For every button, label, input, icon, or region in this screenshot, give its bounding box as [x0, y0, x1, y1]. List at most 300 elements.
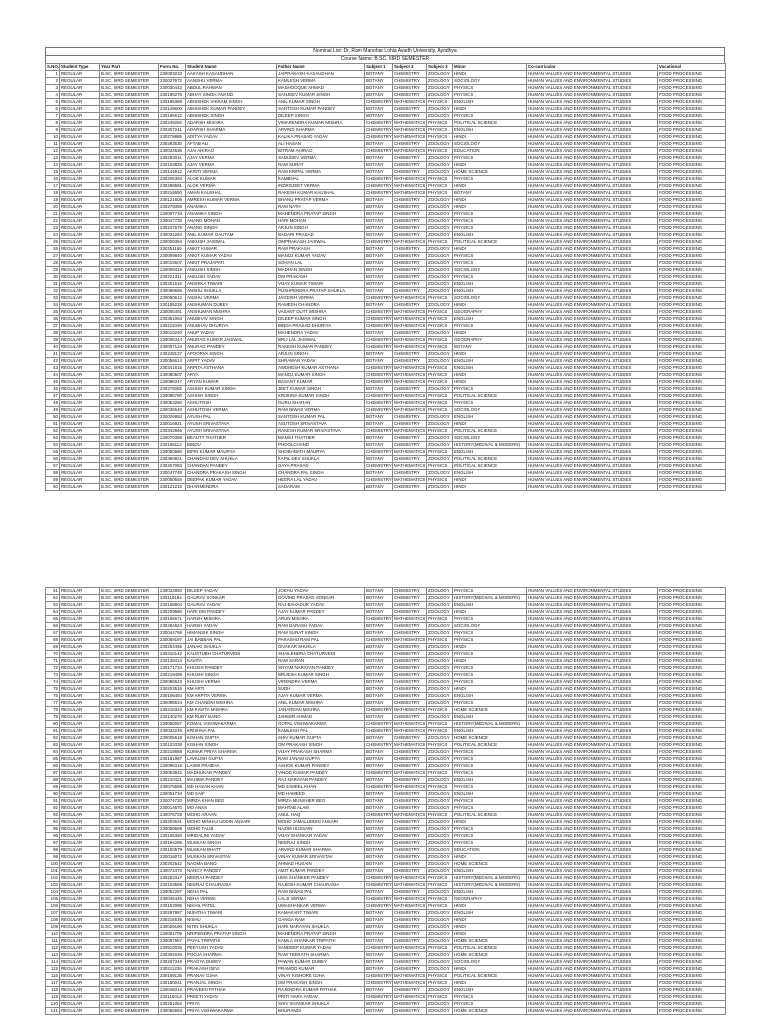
table-cell: LALJI VERMA: [277, 896, 365, 903]
table-cell: CHEMISTRY: [393, 693, 427, 700]
table-cell: FOOD PROCESSING: [658, 931, 726, 938]
table-row: [46, 959, 726, 966]
table-cell: BOTANY: [365, 798, 393, 805]
table-cell: PHYSICS: [427, 637, 453, 644]
table-cell: HUMAN VALUES AND ENVIRONMENTAL STUDIES: [527, 211, 658, 218]
table-cell: B.SC. IIIRD SEMESTER: [100, 1008, 159, 1015]
table-cell: HOME SCIENCE: [453, 1008, 527, 1015]
table-cell: PHYSICS: [427, 190, 453, 197]
table-cell: CHEMISTRY: [393, 386, 427, 393]
table-cell: ANSHUMAN DUBEY: [186, 302, 277, 309]
table-cell: 109: [46, 924, 60, 931]
table-cell: HUMAN VALUES AND ENVIRONMENTAL STUDIES: [527, 826, 658, 833]
table-cell: VINAY KISHORE OJHA: [277, 973, 365, 980]
table-cell: ZOOLOGY: [427, 805, 453, 812]
table-cell: REGULAR: [60, 938, 100, 945]
table-cell: PHYSICS: [427, 882, 453, 889]
table-cell: PHYSICS: [453, 994, 527, 1001]
table-cell: 230249282: [159, 120, 186, 127]
table-row: [46, 847, 726, 854]
table-cell: SOCIOLOGY: [453, 623, 527, 630]
table-cell: HUMAN VALUES AND ENVIRONMENTAL STUDIES: [527, 777, 658, 784]
table-cell: B.SC. IIIRD SEMESTER: [100, 218, 159, 225]
table-cell: SHRAWAN YADAV: [277, 358, 365, 365]
table-cell: ZOOLOGY: [427, 917, 453, 924]
table-cell: REGULAR: [60, 295, 100, 302]
table-cell: HUMAN VALUES AND ENVIRONMENTAL STUDIES: [527, 756, 658, 763]
table-cell: 230149600: [159, 106, 186, 113]
table-cell: POLITICAL SCIENCE: [453, 428, 527, 435]
table-cell: BOTANY: [365, 987, 393, 994]
table-cell: HISTORY(MEDIVAL & MODERN): [453, 595, 527, 602]
table-cell: CHEMISTRY: [393, 644, 427, 651]
table-cell: NISHTHA TIWARI: [186, 910, 277, 917]
table-cell: B.SC. IIIRD SEMESTER: [100, 672, 159, 679]
table-cell: 230254455: [159, 644, 186, 651]
table-cell: ZOOLOGY: [427, 330, 453, 337]
table-row: [46, 721, 726, 728]
table-cell: MATHEMATICS: [394, 190, 426, 195]
table-cell: FOOD PROCESSING: [658, 658, 726, 665]
table-cell: ANIL KUMAR GAUTAM: [186, 232, 277, 239]
table-cell: FOOD PROCESSING: [658, 330, 726, 337]
table-cell: HUMAN VALUES AND ENVIRONMENTAL STUDIES: [527, 414, 658, 421]
table-cell: HUMAN VALUES AND ENVIRONMENTAL STUDIES: [527, 386, 658, 393]
table-cell: PHYSICS: [427, 728, 453, 735]
table-cell: HUMAN VALUES AND ENVIRONMENTAL STUDIES: [527, 840, 658, 847]
table-cell: FOOD PROCESSING: [658, 428, 726, 435]
table-cell: B.SC. IIIRD SEMESTER: [100, 232, 159, 239]
table-cell: 230163558: [159, 882, 186, 889]
table-cell: 230216322: [159, 707, 186, 714]
table-cell: REGULAR: [60, 267, 100, 274]
table-cell: MATHEMATICS: [394, 449, 426, 454]
table-cell: MATHEMATICS: [394, 980, 426, 985]
table-cell: MATHEMATICS: [394, 875, 426, 880]
table-cell: 230221311: [159, 274, 186, 281]
table-cell: ZOOLOGY: [427, 959, 453, 966]
table-cell: REGULAR: [60, 882, 100, 889]
table-row: [46, 274, 726, 281]
table-cell: HUMAN VALUES AND ENVIRONMENTAL STUDIES: [527, 819, 658, 826]
table-cell: 230307241: [159, 127, 186, 134]
table-cell: MAHIMA PANDEY: [186, 777, 277, 784]
table-cell: ZOOLOGY: [427, 78, 453, 85]
table-cell: PHYSICS: [453, 826, 527, 833]
table-cell: 230050555: [159, 477, 186, 484]
table-cell: HUMAN VALUES AND ENVIRONMENTAL STUDIES: [527, 707, 658, 714]
table-cell: HUMAN VALUES AND ENVIRONMENTAL STUDIES: [527, 644, 658, 651]
table-cell: ENGLISH: [453, 714, 527, 721]
table-cell: CHEMISTRY: [393, 113, 427, 120]
table-cell: 230095780: [159, 393, 186, 400]
table-cell: CHEMISTRY: [366, 882, 392, 887]
table-cell: 62: [46, 595, 60, 602]
table-cell: MATHEMATICS: [394, 239, 426, 244]
table-cell: 119: [46, 994, 60, 1001]
table-cell: AFTAB ALI: [186, 141, 277, 148]
table-cell: B.SC. IIIRD SEMESTER: [100, 351, 159, 358]
table-cell: CHEMISTRY: [366, 127, 392, 132]
table-cell: ZOOLOGY: [427, 651, 453, 658]
table-cell: 230007733: [159, 211, 186, 218]
table-cell: JAIPRAKASH KASAUDHAN: [277, 71, 365, 78]
table-cell: 230251165: [159, 246, 186, 253]
table-cell: FOOD PROCESSING: [658, 987, 726, 994]
table-cell: CHEMISTRY: [393, 141, 427, 148]
table-cell: NEHA PAL: [186, 889, 277, 896]
table-cell: BOTANY: [365, 106, 393, 113]
table-cell: DIVAKAR SHUKLA: [277, 644, 365, 651]
table-cell: 5: [46, 99, 60, 106]
table-row: [46, 407, 726, 414]
table-cell: HINDI: [453, 966, 527, 973]
table-cell: REGULAR: [60, 805, 100, 812]
table-cell: BOTANY: [365, 791, 393, 798]
table-cell: 230283530: [159, 141, 186, 148]
table-cell: B.SC. IIIRD SEMESTER: [100, 372, 159, 379]
table-cell: 96: [46, 833, 60, 840]
table-cell: REGULAR: [60, 735, 100, 742]
table-cell: FOOD PROCESSING: [658, 225, 726, 232]
table-cell: FOOD PROCESSING: [658, 882, 726, 889]
table-row: [46, 309, 726, 316]
table-cell: 57: [46, 463, 60, 470]
table-cell: MD HASAN KHAN: [186, 784, 277, 791]
table-cell: LAVKUSH GUPTA: [186, 756, 277, 763]
table-cell: HUMAN VALUES AND ENVIRONMENTAL STUDIES: [527, 463, 658, 470]
table-cell: B.SC. IIIRD SEMESTER: [100, 854, 159, 861]
table-cell: MAHENDRA PRATAP SINGH: [277, 931, 365, 938]
table-cell: CHEMISTRY: [393, 595, 427, 602]
table-cell: REGULAR: [60, 924, 100, 931]
table-cell: BOTANY: [365, 155, 393, 162]
table-cell: 118: [46, 987, 60, 994]
table-row: [46, 260, 726, 267]
table-cell: CHEMISTRY: [393, 686, 427, 693]
table-cell: ZOOLOGY: [427, 938, 453, 945]
table-cell: ZOOLOGY: [427, 854, 453, 861]
table-cell: KALIKA PRASAD YADAV: [277, 134, 365, 141]
table-cell: CHEMISTRY: [393, 274, 427, 281]
table-cell: B.SC. IIIRD SEMESTER: [100, 99, 159, 106]
table-cell: REGULAR: [60, 414, 100, 421]
table-cell: 75: [46, 686, 60, 693]
table-cell: ZOOLOGY: [427, 735, 453, 742]
table-cell: 230009384: [159, 239, 186, 246]
table-cell: REGULAR: [60, 826, 100, 833]
table-cell: MATHEMATICS: [394, 365, 426, 370]
table-cell: B.SC. IIIRD SEMESTER: [100, 337, 159, 344]
table-cell: SADARAM: [277, 484, 365, 491]
table-cell: HUMAN VALUES AND ENVIRONMENTAL STUDIES: [527, 854, 658, 861]
table-cell: BOTANY: [365, 197, 393, 204]
table-cell: REGULAR: [60, 966, 100, 973]
table-cell: CHEMISTRY: [393, 197, 427, 204]
table-row: [46, 910, 726, 917]
table-cell: B.SC. IIIRD SEMESTER: [100, 966, 159, 973]
table-cell: ANUBHAV DHURIYA: [186, 323, 277, 330]
table-cell: FOOD PROCESSING: [658, 602, 726, 609]
table-cell: CHANDRA PAL SINGH: [277, 470, 365, 477]
table-cell: PHYSICS: [427, 770, 453, 777]
table-cell: REGULAR: [60, 840, 100, 847]
table-cell: 230119184: [159, 595, 186, 602]
table-cell: CHEMISTRY: [393, 106, 427, 113]
table-cell: CHEMISTRY: [366, 449, 392, 454]
table-cell: BOTANY: [365, 246, 393, 253]
table-cell: HINDI: [453, 980, 527, 987]
table-header-row: [46, 64, 726, 71]
table-cell: MO ANAS: [186, 805, 277, 812]
table-cell: HUMAN VALUES AND ENVIRONMENTAL STUDIES: [527, 588, 658, 595]
table-cell: ANUP YADAV: [186, 330, 277, 337]
table-cell: REGULAR: [60, 162, 100, 169]
table-cell: FOOD PROCESSING: [658, 85, 726, 92]
table-cell: CHANDAN DEV SHUKLA: [186, 456, 277, 463]
table-cell: B.SC. IIIRD SEMESTER: [100, 952, 159, 959]
table-cell: AKRITI VERMA: [186, 169, 277, 176]
table-cell: BOTANY: [365, 456, 393, 463]
table-cell: REGULAR: [60, 651, 100, 658]
table-cell: BOTANY: [365, 330, 393, 337]
table-cell: FOOD PROCESSING: [658, 92, 726, 99]
table-cell: RAM SURAT: [277, 162, 365, 169]
table-cell: FOOD PROCESSING: [658, 693, 726, 700]
table-cell: FOOD PROCESSING: [658, 721, 726, 728]
table-cell: ZOOLOGY: [427, 169, 453, 176]
table-cell: HUMAN VALUES AND ENVIRONMENTAL STUDIES: [527, 917, 658, 924]
table-cell: REGULAR: [60, 85, 100, 92]
table-cell: RAKESH KUMAR KAUSHAL: [277, 190, 365, 197]
table-cell: ENGLISH: [453, 777, 527, 784]
table-cell: 70: [46, 651, 60, 658]
table-cell: B.SC. IIIRD SEMESTER: [100, 896, 159, 903]
table-cell: BOTANY: [365, 211, 393, 218]
table-cell: CHANDAN PANDEY: [186, 463, 277, 470]
table-cell: B.SC. IIIRD SEMESTER: [100, 484, 159, 491]
table-cell: CHEMISTRY: [366, 190, 392, 195]
table-row: [46, 92, 726, 99]
table-cell: ARPITA ASTHANA: [186, 365, 277, 372]
table-cell: POLITICAL SCIENCE: [453, 742, 527, 749]
table-cell: 230015507: [159, 260, 186, 267]
table-cell: FOOD PROCESSING: [658, 840, 726, 847]
table-cell: ARVIND KUMAR SHARMA: [277, 847, 365, 854]
table-cell: REGULAR: [60, 127, 100, 134]
table-cell: HUMAN VALUES AND ENVIRONMENTAL STUDIES: [527, 141, 658, 148]
table-cell: 51: [46, 421, 60, 428]
table-cell: PHYSICS: [453, 253, 527, 260]
table-cell: PHYSICS: [427, 323, 453, 330]
table-cell: CHEMISTRY: [393, 819, 427, 826]
table-cell: 50: [46, 414, 60, 421]
table-cell: PHYSICS: [427, 477, 453, 484]
table-cell: PHYSICS: [453, 211, 527, 218]
table-cell: HUMAN VALUES AND ENVIRONMENTAL STUDIES: [527, 609, 658, 616]
table-cell: FOOD PROCESSING: [658, 400, 726, 407]
table-cell: PHYSICS: [427, 428, 453, 435]
table-cell: BOTANY: [365, 232, 393, 239]
table-cell: ZOOLOGY: [427, 155, 453, 162]
table-cell: HUMAN VALUES AND ENVIRONMENTAL STUDIES: [527, 728, 658, 735]
table-cell: PHYSICS: [427, 183, 453, 190]
table-cell: FOOD PROCESSING: [658, 700, 726, 707]
table-cell: REGULAR: [60, 833, 100, 840]
table-cell: HUMAN VALUES AND ENVIRONMENTAL STUDIES: [527, 1008, 658, 1015]
table-cell: PHYSICS: [427, 393, 453, 400]
table-cell: 230080507: [159, 372, 186, 379]
table-cell: ANSHIKA TIWARI: [186, 281, 277, 288]
table-cell: 230138414: [159, 658, 186, 665]
table-cell: KAUSTUBH CHATURVEDI: [186, 651, 277, 658]
table-cell: ZOOLOGY: [427, 274, 453, 281]
table-cell: FOOD PROCESSING: [658, 672, 726, 679]
table-cell: 230047730: [159, 218, 186, 225]
table-cell: 230186389: [159, 99, 186, 106]
table-cell: FOOD PROCESSING: [658, 959, 726, 966]
table-cell: POLITICAL SCIENCE: [453, 812, 527, 819]
table-cell: 230050057: [159, 721, 186, 728]
table-cell: PHYSICS: [427, 449, 453, 456]
table-cell: CHEMISTRY: [366, 896, 392, 901]
table-cell: ZOOLOGY: [427, 679, 453, 686]
table-cell: B.SC. IIIRD SEMESTER: [100, 826, 159, 833]
table-cell: B.SC. IIIRD SEMESTER: [100, 106, 159, 113]
table-cell: MD HAMEED: [277, 791, 365, 798]
table-cell: GOPAL VISHWAKARMA: [277, 721, 365, 728]
table-cell: HUMAN VALUES AND ENVIRONMENTAL STUDIES: [527, 358, 658, 365]
table-cell: 87: [46, 770, 60, 777]
table-cell: CHEMISTRY: [393, 162, 427, 169]
table-cell: B.SC. IIIRD SEMESTER: [100, 679, 159, 686]
table-cell: ZOOLOGY: [427, 924, 453, 931]
table-cell: HUMAN VALUES AND ENVIRONMENTAL STUDIES: [527, 162, 658, 169]
table-cell: HUMAN VALUES AND ENVIRONMENTAL STUDIES: [527, 889, 658, 896]
table-cell: 43: [46, 365, 60, 372]
table-cell: B.SC. IIIRD SEMESTER: [100, 812, 159, 819]
table-cell: 86: [46, 763, 60, 770]
table-cell: 230096624: [159, 700, 186, 707]
table-cell: CHEMISTRY: [393, 966, 427, 973]
table-cell: 25: [46, 239, 60, 246]
table-row: [46, 763, 726, 770]
table-cell: 42: [46, 358, 60, 365]
table-cell: B.SC. IIIRD SEMESTER: [100, 477, 159, 484]
table-row: [46, 917, 726, 924]
table-cell: BOTANY: [365, 253, 393, 260]
table-cell: BOTANY: [365, 735, 393, 742]
table-cell: ZOOLOGY: [427, 910, 453, 917]
table-cell: FOOD PROCESSING: [658, 833, 726, 840]
table-cell: 230180041: [159, 980, 186, 987]
table-cell: VASANT DUTT MISHRA: [277, 309, 365, 316]
table-cell: HINDI: [453, 819, 527, 826]
table-cell: CHEMISTRY: [366, 134, 392, 139]
table-cell: ENGLISH: [453, 889, 527, 896]
table-cell: AJAI AHIRAO: [186, 148, 277, 155]
table-cell: BOTANY: [365, 169, 393, 176]
table-cell: FOOD PROCESSING: [658, 204, 726, 211]
table-cell: REGULAR: [60, 470, 100, 477]
table-cell: 230166113: [159, 442, 186, 449]
table-cell: 230008419: [159, 267, 186, 274]
table-cell: KAMLA SHANKAR TRIPATHI: [277, 938, 365, 945]
table-cell: PHYSICS: [453, 260, 527, 267]
table-cell: HUMAN VALUES AND ENVIRONMENTAL STUDIES: [527, 630, 658, 637]
table-cell: FOOD PROCESSING: [658, 910, 726, 917]
table-cell: FOOD PROCESSING: [658, 309, 726, 316]
table-row: [46, 218, 726, 225]
table-row: [46, 896, 726, 903]
table-row: [46, 155, 726, 162]
table-cell: PHYSICS: [427, 176, 453, 183]
table-cell: HUMAN VALUES AND ENVIRONMENTAL STUDIES: [527, 994, 658, 1001]
table-cell: FOOD PROCESSING: [658, 819, 726, 826]
table-cell: HINDI: [453, 644, 527, 651]
table-cell: FOOD PROCESSING: [658, 288, 726, 295]
table-cell: BOTANY: [365, 749, 393, 756]
table-cell: 230029190: [159, 924, 186, 931]
table-row: [46, 232, 726, 239]
table-cell: 19: [46, 197, 60, 204]
table-cell: HINDI: [453, 917, 527, 924]
table-cell: 230115013: [159, 994, 186, 1001]
table-cell: 230316142: [159, 651, 186, 658]
table-cell: 230203516: [159, 686, 186, 693]
table-cell: 4: [46, 92, 60, 99]
table-cell: HUMAN VALUES AND ENVIRONMENTAL STUDIES: [527, 344, 658, 351]
table-cell: 45: [46, 379, 60, 386]
table-row: [46, 85, 726, 92]
table-cell: FOOD PROCESSING: [658, 714, 726, 721]
table-cell: HUMAN VALUES AND ENVIRONMENTAL STUDIES: [527, 393, 658, 400]
table-cell: RAM NIWAS PAL: [277, 889, 365, 896]
table-cell: MATHEMATICS: [394, 463, 426, 468]
table-cell: KAMAKANT TIWARI: [277, 910, 365, 917]
table-cell: KISHAN SINGH: [186, 742, 277, 749]
table-cell: ARVIND SHARMA: [277, 127, 365, 134]
table-row: [46, 477, 726, 484]
column-header: Subject 2: [393, 64, 427, 71]
table-cell: PHYSICS: [427, 239, 453, 246]
table-cell: HISTORY(MEDIVAL & MODERN): [453, 882, 527, 889]
table-cell: ZOOLOGY: [427, 868, 453, 875]
table-cell: FOOD PROCESSING: [658, 267, 726, 274]
table-cell: BINDA PRASAD DHURIYA: [277, 323, 365, 330]
table-cell: REGULAR: [60, 721, 100, 728]
table-cell: HISTORY(MEDIVAL & MODERN): [453, 442, 527, 449]
table-cell: MIRZA MUNSHER BEG: [277, 798, 365, 805]
table-cell: PHYSICS: [427, 316, 453, 323]
table-cell: REGULAR: [60, 770, 100, 777]
table-row: [46, 449, 726, 456]
table-cell: FOOD PROCESSING: [658, 679, 726, 686]
table-cell: 230086523: [159, 679, 186, 686]
table-cell: CHEMISTRY: [393, 798, 427, 805]
table-cell: KM RUBY BANO: [186, 714, 277, 721]
table-cell: SANTOSH KUMAR PAL: [277, 414, 365, 421]
table-cell: HUMAN VALUES AND ENVIRONMENTAL STUDIES: [527, 85, 658, 92]
table-cell: MATHEMATICS: [394, 176, 426, 181]
table-cell: CHEMISTRY: [366, 337, 392, 342]
table-row: [46, 840, 726, 847]
table-cell: B.SC. IIIRD SEMESTER: [100, 651, 159, 658]
table-cell: KUMAR PRIYA SHARMA: [186, 749, 277, 756]
table-cell: HARI MOHAN: [277, 218, 365, 225]
table-cell: PUSHPENDRA PRATAP SHUKLA: [277, 288, 365, 295]
table-cell: ZOOLOGY: [427, 358, 453, 365]
